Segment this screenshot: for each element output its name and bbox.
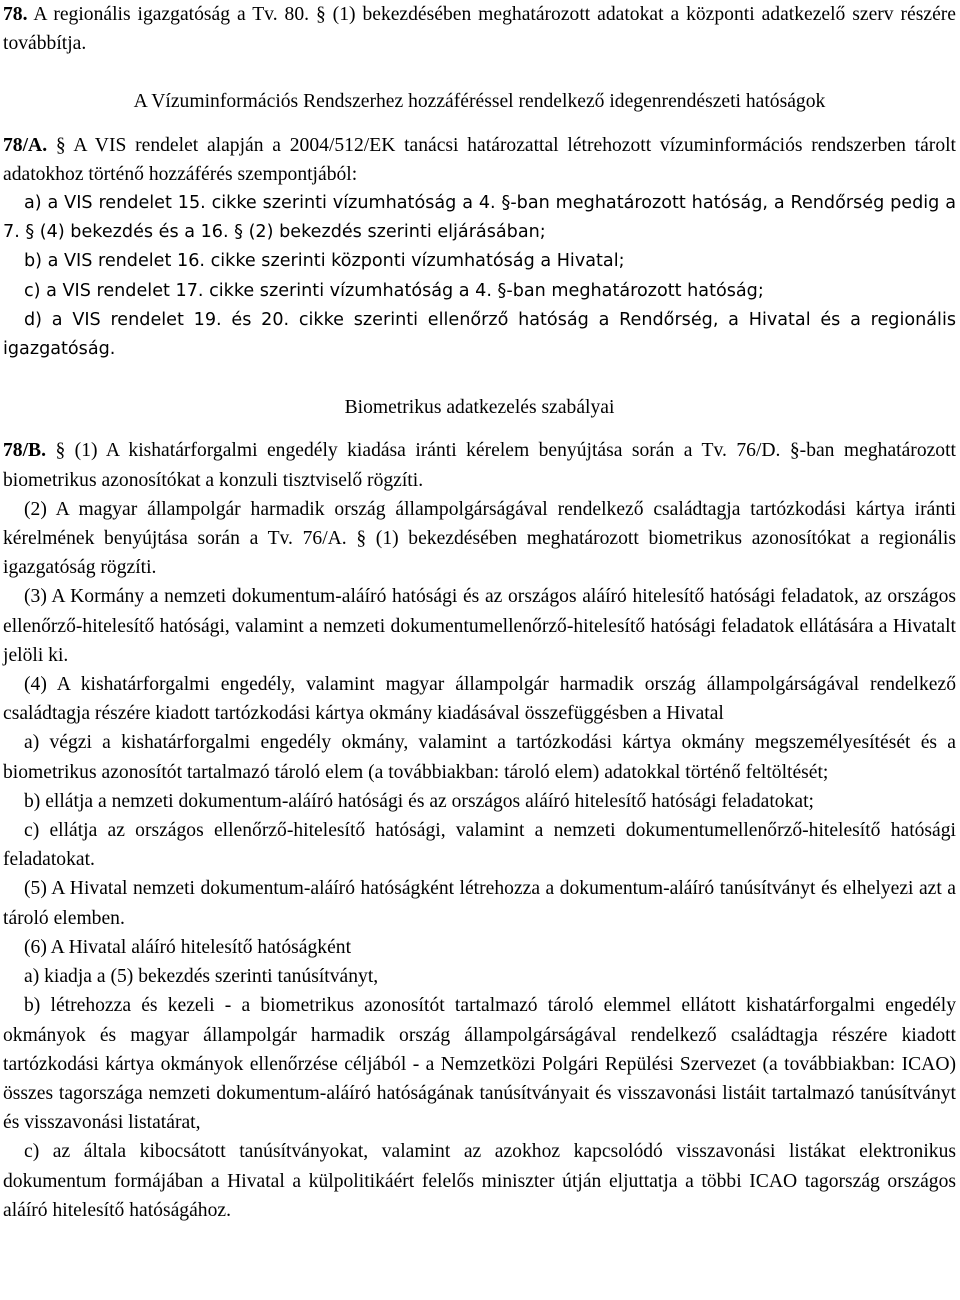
paragraph-78b-4: (4) A kishatárforgalmi engedély, valamint magyar állampolgár harmadik ország állampolgárságával rendelkező családtagja részére kiadott tartózkodási kártya okmány kiadásával összefüggésben a Hivatal [3, 674, 956, 725]
heading-biometrics: Biometrikus adatkezelés szabályai [344, 397, 615, 419]
paragraph-78-text: A regionális igazgatóság a Tv. 80. § (1) bekezdésében meghatározott adatokat a központi adatkezelő szerv részére továbbítja. [3, 4, 956, 55]
paragraph-78b-1 [3, 436, 956, 494]
spacer [3, 58, 956, 87]
section-number-78: 78. [3, 4, 28, 25]
paragraph-78b-2: (2) A magyar állampolgár harmadik ország állampolgárságával rendelkező családtagja tartózkodási kártya iránti kérelmének benyújtása során a Tv. 76/A. § (1) bekezdésében meghatározott biometrikus azonosítókat a regionális igazgatóság rögzíti. [3, 498, 956, 579]
paragraph-78b-6-point-b: b) létrehozza és kezeli - a biometrikus azonosítót tartalmazó tároló elemmel ellátott kishatárforgalmi engedély okmányok és magyar állampolgár harmadik ország állampolgárságával rendelkező családtagja részére kiadott tartózkodási kártya okmányok ellenőrzése céljából - a Nemzetközi Polgári Repülési Szervezet (a továbbiakban: ICAO) összes tagországa nemzeti dokumentum-aláíró hatóságának tanúsítványait és visszavonási listáit tartalmazó tanúsítványt és visszavonási listatárat, [3, 995, 956, 1134]
paragraph-78b-1-text: § (1) A kishatárforgalmi engedély kiadása iránti kérelem benyújtása során a Tv. 76/D. §-ban meghatározott biometrikus azonosítókat a konzuli tisztviselő rögzíti. [3, 440, 956, 491]
paragraph-78b-3: (3) A Kormány a nemzeti dokumentum-aláíró hatósági és az országos aláíró hitelesítő hatósági feladatok, az országos ellenőrző-hitelesítő hatósági, valamint a nemzeti dokumentumellenőrző-hitelesítő hatósági feladatok ellátására a Hivatalt jelöli ki. [3, 586, 956, 666]
spacer [3, 117, 956, 131]
section-number-78b: 78/B. [3, 440, 47, 462]
paragraph-78a-point-b: b) a VIS rendelet 16. cikke szerinti központi vízumhatóság a Hivatal; [24, 251, 625, 272]
paragraph-78a-point-d: d) a VIS rendelet 19. és 20. cikke szerinti ellenőrző hatóság a Rendőrség, a Hivatal és a regionális igazgatóság. [3, 309, 956, 360]
paragraph-78b-4-point-a: a) végzi a kishatárforgalmi engedély okmány, valamint a tartózkodási kártya okmány megszemélyesítését és a biometrikus azonosítót tartalmazó tároló elem (a továbbiakban: tároló elem) adatokkal történő feltöltését; [3, 732, 956, 783]
paragraph-78b-6: (6) A Hivatal aláíró hitelesítő hatóságként [24, 936, 352, 958]
paragraph-78a-text: § A VIS rendelet alapján a 2004/512/EK tanácsi határozattal létrehozott vízuminformációs rendszerben tárolt adatokhoz történő hozzáférés szempontjából: [3, 134, 956, 185]
spacer [3, 364, 956, 393]
paragraph-78b-6-point-c: c) az általa kibocsátott tanúsítványokat, valamint az azokhoz kapcsolódó visszavonási listákat elektronikus dokumentum formájában a Hivatal a külpolitikáért felelős miniszter útján eljuttatja a többi ICAO tagország országos aláíró hitelesítő hatóságához. [3, 1141, 956, 1221]
heading-vis-authorities: A Vízuminformációs Rendszerhez hozzáféréssel rendelkező idegenrendészeti hatóságok [133, 91, 826, 113]
paragraph-78a-point-c: c) a VIS rendelet 17. cikke szerinti vízumhatóság a 4. §-ban meghatározott hatóság; [24, 280, 764, 301]
paragraph-78 [3, 0, 956, 58]
paragraph-78b-4-point-c: c) ellátja az országos ellenőrző-hitelesítő hatósági, valamint a nemzeti dokumentumellenőrző-hitelesítő hatósági feladatokat. [3, 820, 956, 871]
paragraph-78b-5: (5) A Hivatal nemzeti dokumentum-aláíró hatóságként létrehozza a dokumentum-aláíró tanúsítványt és elhelyezi azt a tároló elemben. [3, 878, 956, 929]
spacer [3, 422, 956, 436]
paragraph-78a-point-a: a) a VIS rendelet 15. cikke szerinti vízumhatóság a 4. §-ban meghatározott hatóság, a Rendőrség pedig a 7. § (4) bekezdés és a 16. § (2) bekezdés szerinti eljárásában; [3, 193, 956, 243]
paragraph-78b-4-point-b: b) ellátja a nemzeti dokumentum-aláíró hatósági és az országos aláíró hitelesítő hatósági feladatokat; [24, 790, 814, 812]
paragraph-78a [3, 131, 956, 189]
paragraph-78b-6-point-a: a) kiadja a (5) bekezdés szerinti tanúsítványt, [24, 966, 379, 988]
section-number-78a: 78/A. [3, 134, 48, 156]
